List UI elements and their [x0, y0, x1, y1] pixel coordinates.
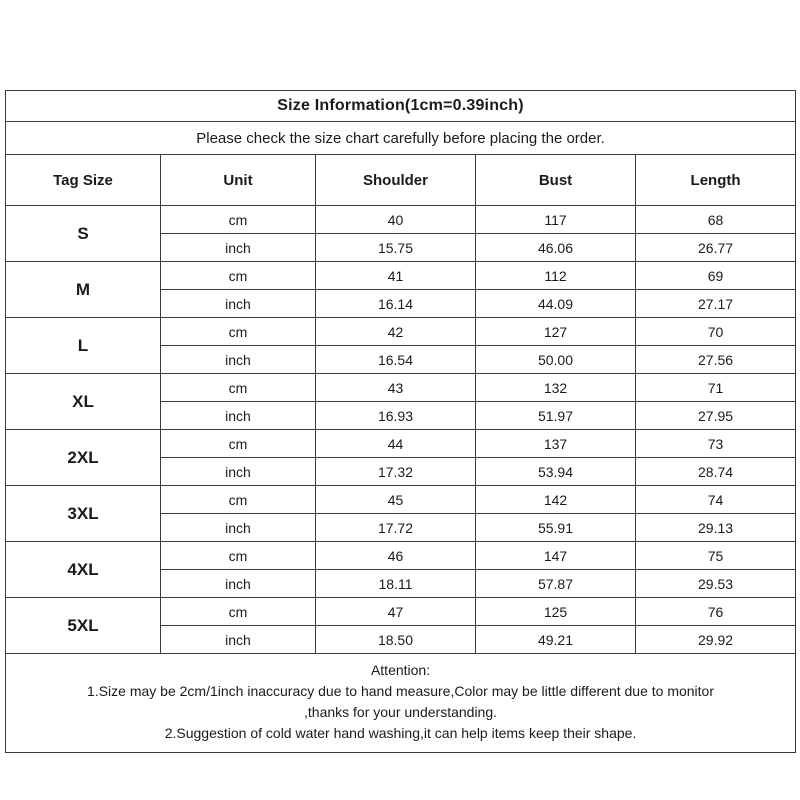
shoulder-inch-cell: 18.11 [316, 570, 476, 598]
unit-cell-cm: cm [161, 598, 316, 626]
length-cm-cell: 74 [636, 486, 796, 514]
bust-inch-cell: 53.94 [476, 458, 636, 486]
tag-size-cell: 4XL [6, 542, 161, 598]
attention-row [6, 654, 796, 753]
bust-cm-cell: 147 [476, 542, 636, 570]
shoulder-inch-cell: 15.75 [316, 234, 476, 262]
bust-inch-cell: 55.91 [476, 514, 636, 542]
length-inch-cell: 29.53 [636, 570, 796, 598]
length-cm-cell: 73 [636, 430, 796, 458]
table-row [6, 598, 796, 626]
length-cm-cell: 68 [636, 206, 796, 234]
table-title-row [6, 91, 796, 122]
unit-cell-cm: cm [161, 542, 316, 570]
length-cm-cell: 70 [636, 318, 796, 346]
attention-note [6, 654, 796, 753]
shoulder-cm-cell: 45 [316, 486, 476, 514]
bust-cm-cell: 137 [476, 430, 636, 458]
tag-size-cell: 5XL [6, 598, 161, 654]
shoulder-cm-cell: 41 [316, 262, 476, 290]
bust-inch-cell: 57.87 [476, 570, 636, 598]
unit-cell-inch: inch [161, 458, 316, 486]
tag-size-cell: S [6, 206, 161, 262]
table-row [6, 486, 796, 514]
attention-line-2: ,thanks for your understanding. [304, 704, 498, 720]
shoulder-cm-cell: 47 [316, 598, 476, 626]
unit-cell-inch: inch [161, 626, 316, 654]
bust-inch-cell: 51.97 [476, 402, 636, 430]
unit-cell-inch: inch [161, 290, 316, 318]
size-chart-container [0, 90, 800, 753]
bust-inch-cell: 44.09 [476, 290, 636, 318]
shoulder-inch-cell: 16.93 [316, 402, 476, 430]
unit-cell-cm: cm [161, 374, 316, 402]
chart-subtitle: Please check the size chart carefully before placing the order. [6, 122, 796, 155]
unit-cell-cm: cm [161, 430, 316, 458]
shoulder-inch-cell: 18.50 [316, 626, 476, 654]
table-row [6, 430, 796, 458]
column-header: Tag Size [6, 155, 161, 206]
column-header: Length [636, 155, 796, 206]
bust-inch-cell: 49.21 [476, 626, 636, 654]
attention-line-3: 2.Suggestion of cold water hand washing,it can help items keep their shape. [164, 725, 637, 741]
length-inch-cell: 28.74 [636, 458, 796, 486]
unit-cell-cm: cm [161, 262, 316, 290]
shoulder-cm-cell: 43 [316, 374, 476, 402]
attention-heading: Attention: [370, 662, 431, 678]
length-inch-cell: 27.56 [636, 346, 796, 374]
table-row [6, 206, 796, 234]
shoulder-cm-cell: 40 [316, 206, 476, 234]
page-title: Size Information(1cm=0.39inch) [6, 91, 796, 122]
unit-cell-inch: inch [161, 402, 316, 430]
column-header: Shoulder [316, 155, 476, 206]
tag-size-cell: M [6, 262, 161, 318]
shoulder-inch-cell: 17.72 [316, 514, 476, 542]
tag-size-cell: 2XL [6, 430, 161, 486]
shoulder-inch-cell: 16.54 [316, 346, 476, 374]
length-inch-cell: 29.13 [636, 514, 796, 542]
length-inch-cell: 27.95 [636, 402, 796, 430]
length-cm-cell: 69 [636, 262, 796, 290]
unit-cell-inch: inch [161, 514, 316, 542]
table-header-row [6, 155, 796, 206]
bust-cm-cell: 132 [476, 374, 636, 402]
column-header: Bust [476, 155, 636, 206]
tag-size-cell: 3XL [6, 486, 161, 542]
attention-line-1: 1.Size may be 2cm/1inch inaccuracy due to hand measure,Color may be little different due to monitor [87, 683, 715, 699]
unit-cell-cm: cm [161, 318, 316, 346]
table-row [6, 318, 796, 346]
bust-inch-cell: 50.00 [476, 346, 636, 374]
bust-cm-cell: 125 [476, 598, 636, 626]
unit-cell-inch: inch [161, 570, 316, 598]
shoulder-cm-cell: 42 [316, 318, 476, 346]
table-subtitle-row [6, 122, 796, 155]
length-cm-cell: 71 [636, 374, 796, 402]
table-row [6, 262, 796, 290]
shoulder-cm-cell: 46 [316, 542, 476, 570]
length-cm-cell: 75 [636, 542, 796, 570]
tag-size-cell: L [6, 318, 161, 374]
length-inch-cell: 26.77 [636, 234, 796, 262]
unit-cell-inch: inch [161, 234, 316, 262]
bust-cm-cell: 142 [476, 486, 636, 514]
bust-cm-cell: 117 [476, 206, 636, 234]
length-inch-cell: 27.17 [636, 290, 796, 318]
unit-cell-cm: cm [161, 206, 316, 234]
unit-cell-cm: cm [161, 486, 316, 514]
bust-cm-cell: 112 [476, 262, 636, 290]
column-header: Unit [161, 155, 316, 206]
length-inch-cell: 29.92 [636, 626, 796, 654]
bust-inch-cell: 46.06 [476, 234, 636, 262]
shoulder-cm-cell: 44 [316, 430, 476, 458]
tag-size-cell: XL [6, 374, 161, 430]
shoulder-inch-cell: 16.14 [316, 290, 476, 318]
shoulder-inch-cell: 17.32 [316, 458, 476, 486]
unit-cell-inch: inch [161, 346, 316, 374]
bust-cm-cell: 127 [476, 318, 636, 346]
length-cm-cell: 76 [636, 598, 796, 626]
table-row [6, 542, 796, 570]
table-row [6, 374, 796, 402]
size-information-table [5, 90, 796, 753]
